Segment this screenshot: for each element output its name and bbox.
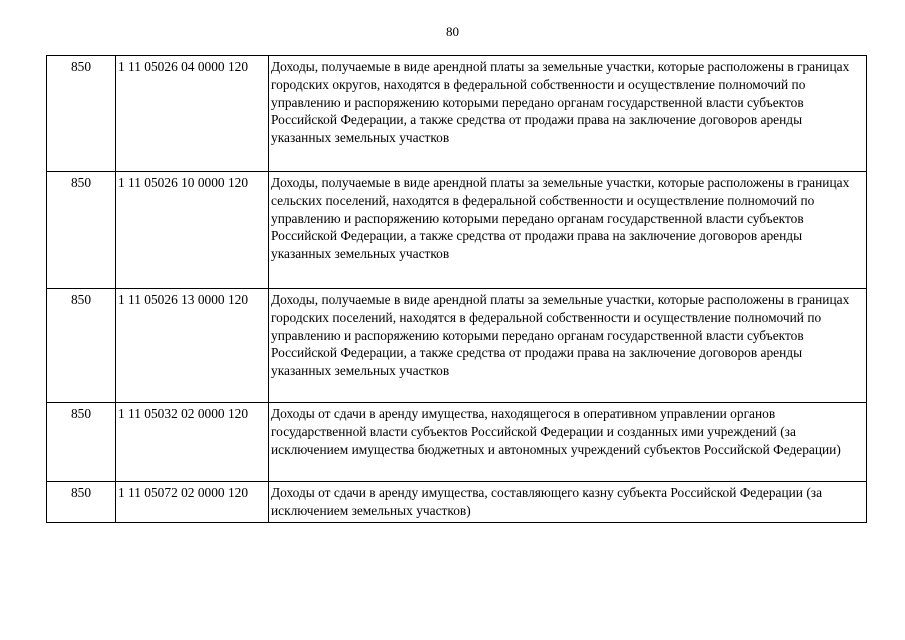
budget-classification-code-cell: 1 11 05026 13 0000 120 [116,289,269,403]
table-row [47,403,867,482]
budget-classification-code-cell: 1 11 05026 04 0000 120 [116,56,269,172]
admin-code-cell: 850 [47,289,116,403]
budget-classification-code-cell: 1 11 05032 02 0000 120 [116,403,269,482]
revenue-description-cell: Доходы от сдачи в аренду имущества, находящегося в оперативном управлении органов государственной власти субъектов Российской Федерации и созданных ими учреждений (за исключением имущества бюджетных и автономных учреждений субъектов Российской Федерации) [269,403,867,482]
table-row [47,56,867,172]
budget-classification-code-cell: 1 11 05026 10 0000 120 [116,172,269,289]
admin-code-cell: 850 [47,482,116,523]
page-number: 80 [446,24,459,39]
revenue-description-cell: Доходы от сдачи в аренду имущества, составляющего казну субъекта Российской Федерации (за исключением земельных участков) [269,482,867,523]
revenue-description-cell: Доходы, получаемые в виде арендной платы за земельные участки, которые расположены в границах городских поселений, находятся в федеральной собственности и осуществление полномочий по управлению и распоряжению которыми передано органам государственной власти субъектов Российской Федерации, а также средства от продажи права на заключение договоров аренды указанных земельных участков [269,289,867,403]
admin-code-cell: 850 [47,172,116,289]
admin-code-cell: 850 [47,403,116,482]
revenue-codes-table [46,55,867,523]
revenue-description-cell: Доходы, получаемые в виде арендной платы за земельные участки, которые расположены в границах городских округов, находятся в федеральной собственности и осуществление полномочий по управлению и распоряжению которыми передано органам государственной власти субъектов Российской Федерации, а также средства от продажи права на заключение договоров аренды указанных земельных участков [269,56,867,172]
admin-code-cell: 850 [47,56,116,172]
table-row [47,289,867,403]
table-row [47,482,867,523]
budget-classification-code-cell: 1 11 05072 02 0000 120 [116,482,269,523]
revenue-description-cell: Доходы, получаемые в виде арендной платы за земельные участки, которые расположены в границах сельских поселений, находятся в федеральной собственности и осуществление полномочий по управлению и распоряжению которыми передано органам государственной власти субъектов Российской Федерации, а также средства от продажи права на заключение договоров аренды указанных земельных участков [269,172,867,289]
table-row [47,172,867,289]
